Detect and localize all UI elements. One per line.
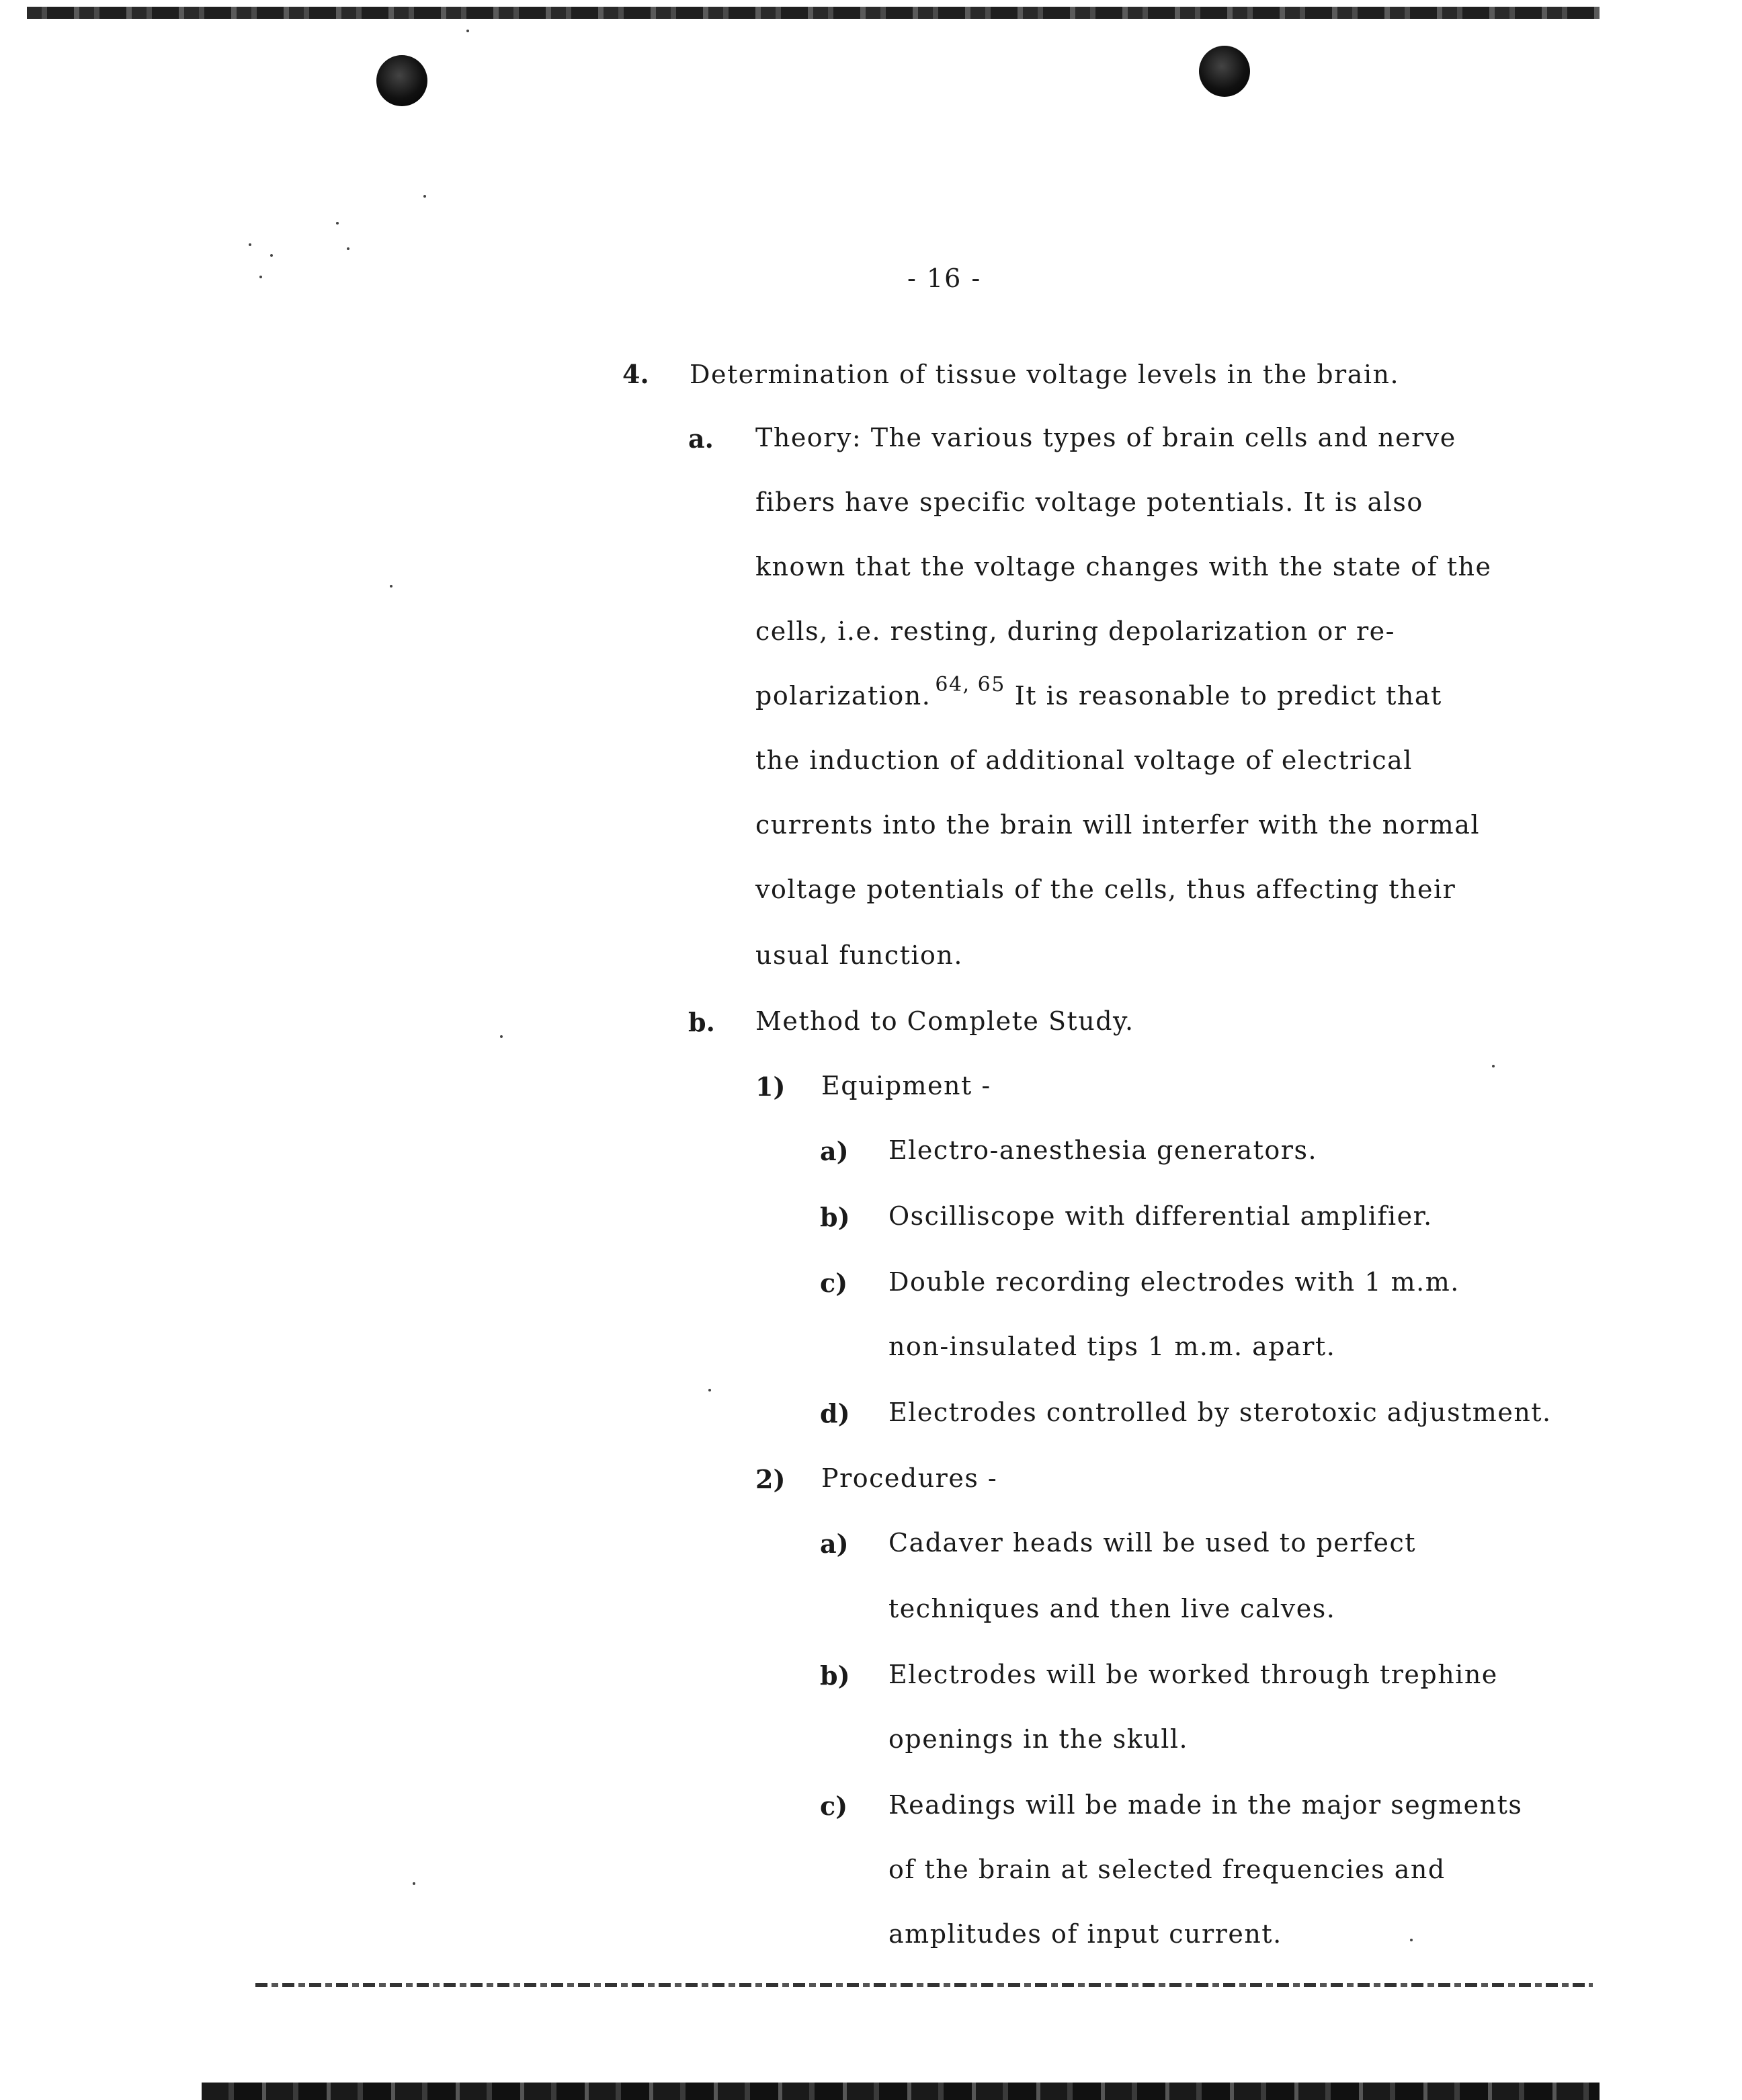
theory-line: the induction of additional voltage of electrical <box>755 745 1413 775</box>
equipment-item-marker: d) <box>820 1398 850 1428</box>
equipment-heading: Equipment - <box>821 1071 991 1100</box>
scan-edge-top <box>27 7 1600 19</box>
item-a-marker: a. <box>688 423 714 454</box>
procedure-item-marker: a) <box>820 1529 849 1559</box>
page-number: - 16 - <box>907 264 982 293</box>
procedure-item-text: Cadaver heads will be used to perfect <box>888 1528 1417 1558</box>
procedure-item-text: amplitudes of input current. <box>888 1919 1282 1949</box>
theory-line: known that the voltage changes with the state of the <box>755 552 1492 581</box>
scan-speck <box>1410 1939 1413 1941</box>
punch-hole-right <box>1199 46 1250 97</box>
scan-speck <box>270 254 273 257</box>
scan-speck <box>413 1882 415 1885</box>
procedure-item-text: Electrodes will be worked through trephine <box>888 1660 1498 1689</box>
scan-speck <box>466 30 469 32</box>
procedure-item-text: of the brain at selected frequencies and <box>888 1855 1446 1884</box>
scan-speck <box>249 243 251 246</box>
procedure-item-marker: b) <box>820 1660 850 1691</box>
section-number: 4. <box>622 359 649 389</box>
procedure-item-marker: c) <box>820 1791 848 1821</box>
scan-speck <box>1492 1065 1495 1067</box>
equipment-item-text: Double recording electrodes with 1 m.m. <box>888 1267 1460 1297</box>
scan-speck <box>423 195 426 198</box>
equipment-item-text: Electro-anesthesia generators. <box>888 1135 1318 1165</box>
equipment-marker: 1) <box>755 1072 786 1102</box>
equipment-item-marker: a) <box>820 1136 849 1166</box>
scan-speck <box>390 585 392 588</box>
scan-speck <box>347 247 349 250</box>
theory-line: currents into the brain will interfer with the normal <box>755 810 1481 840</box>
equipment-item-text: non-insulated tips 1 m.m. apart. <box>888 1332 1336 1361</box>
theory-line: usual function. <box>755 940 963 970</box>
equipment-item-text: Electrodes controlled by sterotoxic adjustment. <box>888 1398 1552 1427</box>
scan-speck <box>336 222 339 225</box>
equipment-item-text: Oscilliscope with differential amplifier. <box>888 1201 1433 1231</box>
method-heading: Method to Complete Study. <box>755 1006 1134 1036</box>
theory-line: fibers have specific voltage potentials. It is also <box>755 487 1423 517</box>
punch-hole-left <box>376 55 427 106</box>
scan-dashed-rule <box>255 1983 1593 1987</box>
procedure-item-text: openings in the skull. <box>888 1724 1189 1754</box>
item-b-marker: b. <box>688 1007 715 1037</box>
theory-line: voltage potentials of the cells, thus affecting their <box>755 875 1456 904</box>
section-heading: Determination of tissue voltage levels in the brain. <box>690 360 1400 389</box>
theory-line: Theory: The various types of brain cells and nerve <box>755 423 1456 452</box>
scan-speck <box>708 1389 711 1391</box>
procedures-heading: Procedures - <box>821 1463 998 1493</box>
theory-line: cells, i.e. resting, during depolarization or re- <box>755 616 1395 646</box>
theory-line-text: polarization. <box>755 681 931 711</box>
procedure-item-text: Readings will be made in the major segments <box>888 1790 1523 1820</box>
scan-speck <box>500 1035 503 1038</box>
scan-edge-bottom <box>202 2083 1600 2100</box>
citation-superscript: 64, 65 <box>935 673 1005 696</box>
procedure-item-text: techniques and then live calves. <box>888 1594 1336 1623</box>
procedures-marker: 2) <box>755 1464 786 1494</box>
scan-speck <box>259 276 262 278</box>
equipment-item-marker: c) <box>820 1268 848 1298</box>
equipment-item-marker: b) <box>820 1202 850 1232</box>
theory-line-with-citation <box>755 673 1442 715</box>
theory-line-text: It is reasonable to predict that <box>1014 681 1442 711</box>
